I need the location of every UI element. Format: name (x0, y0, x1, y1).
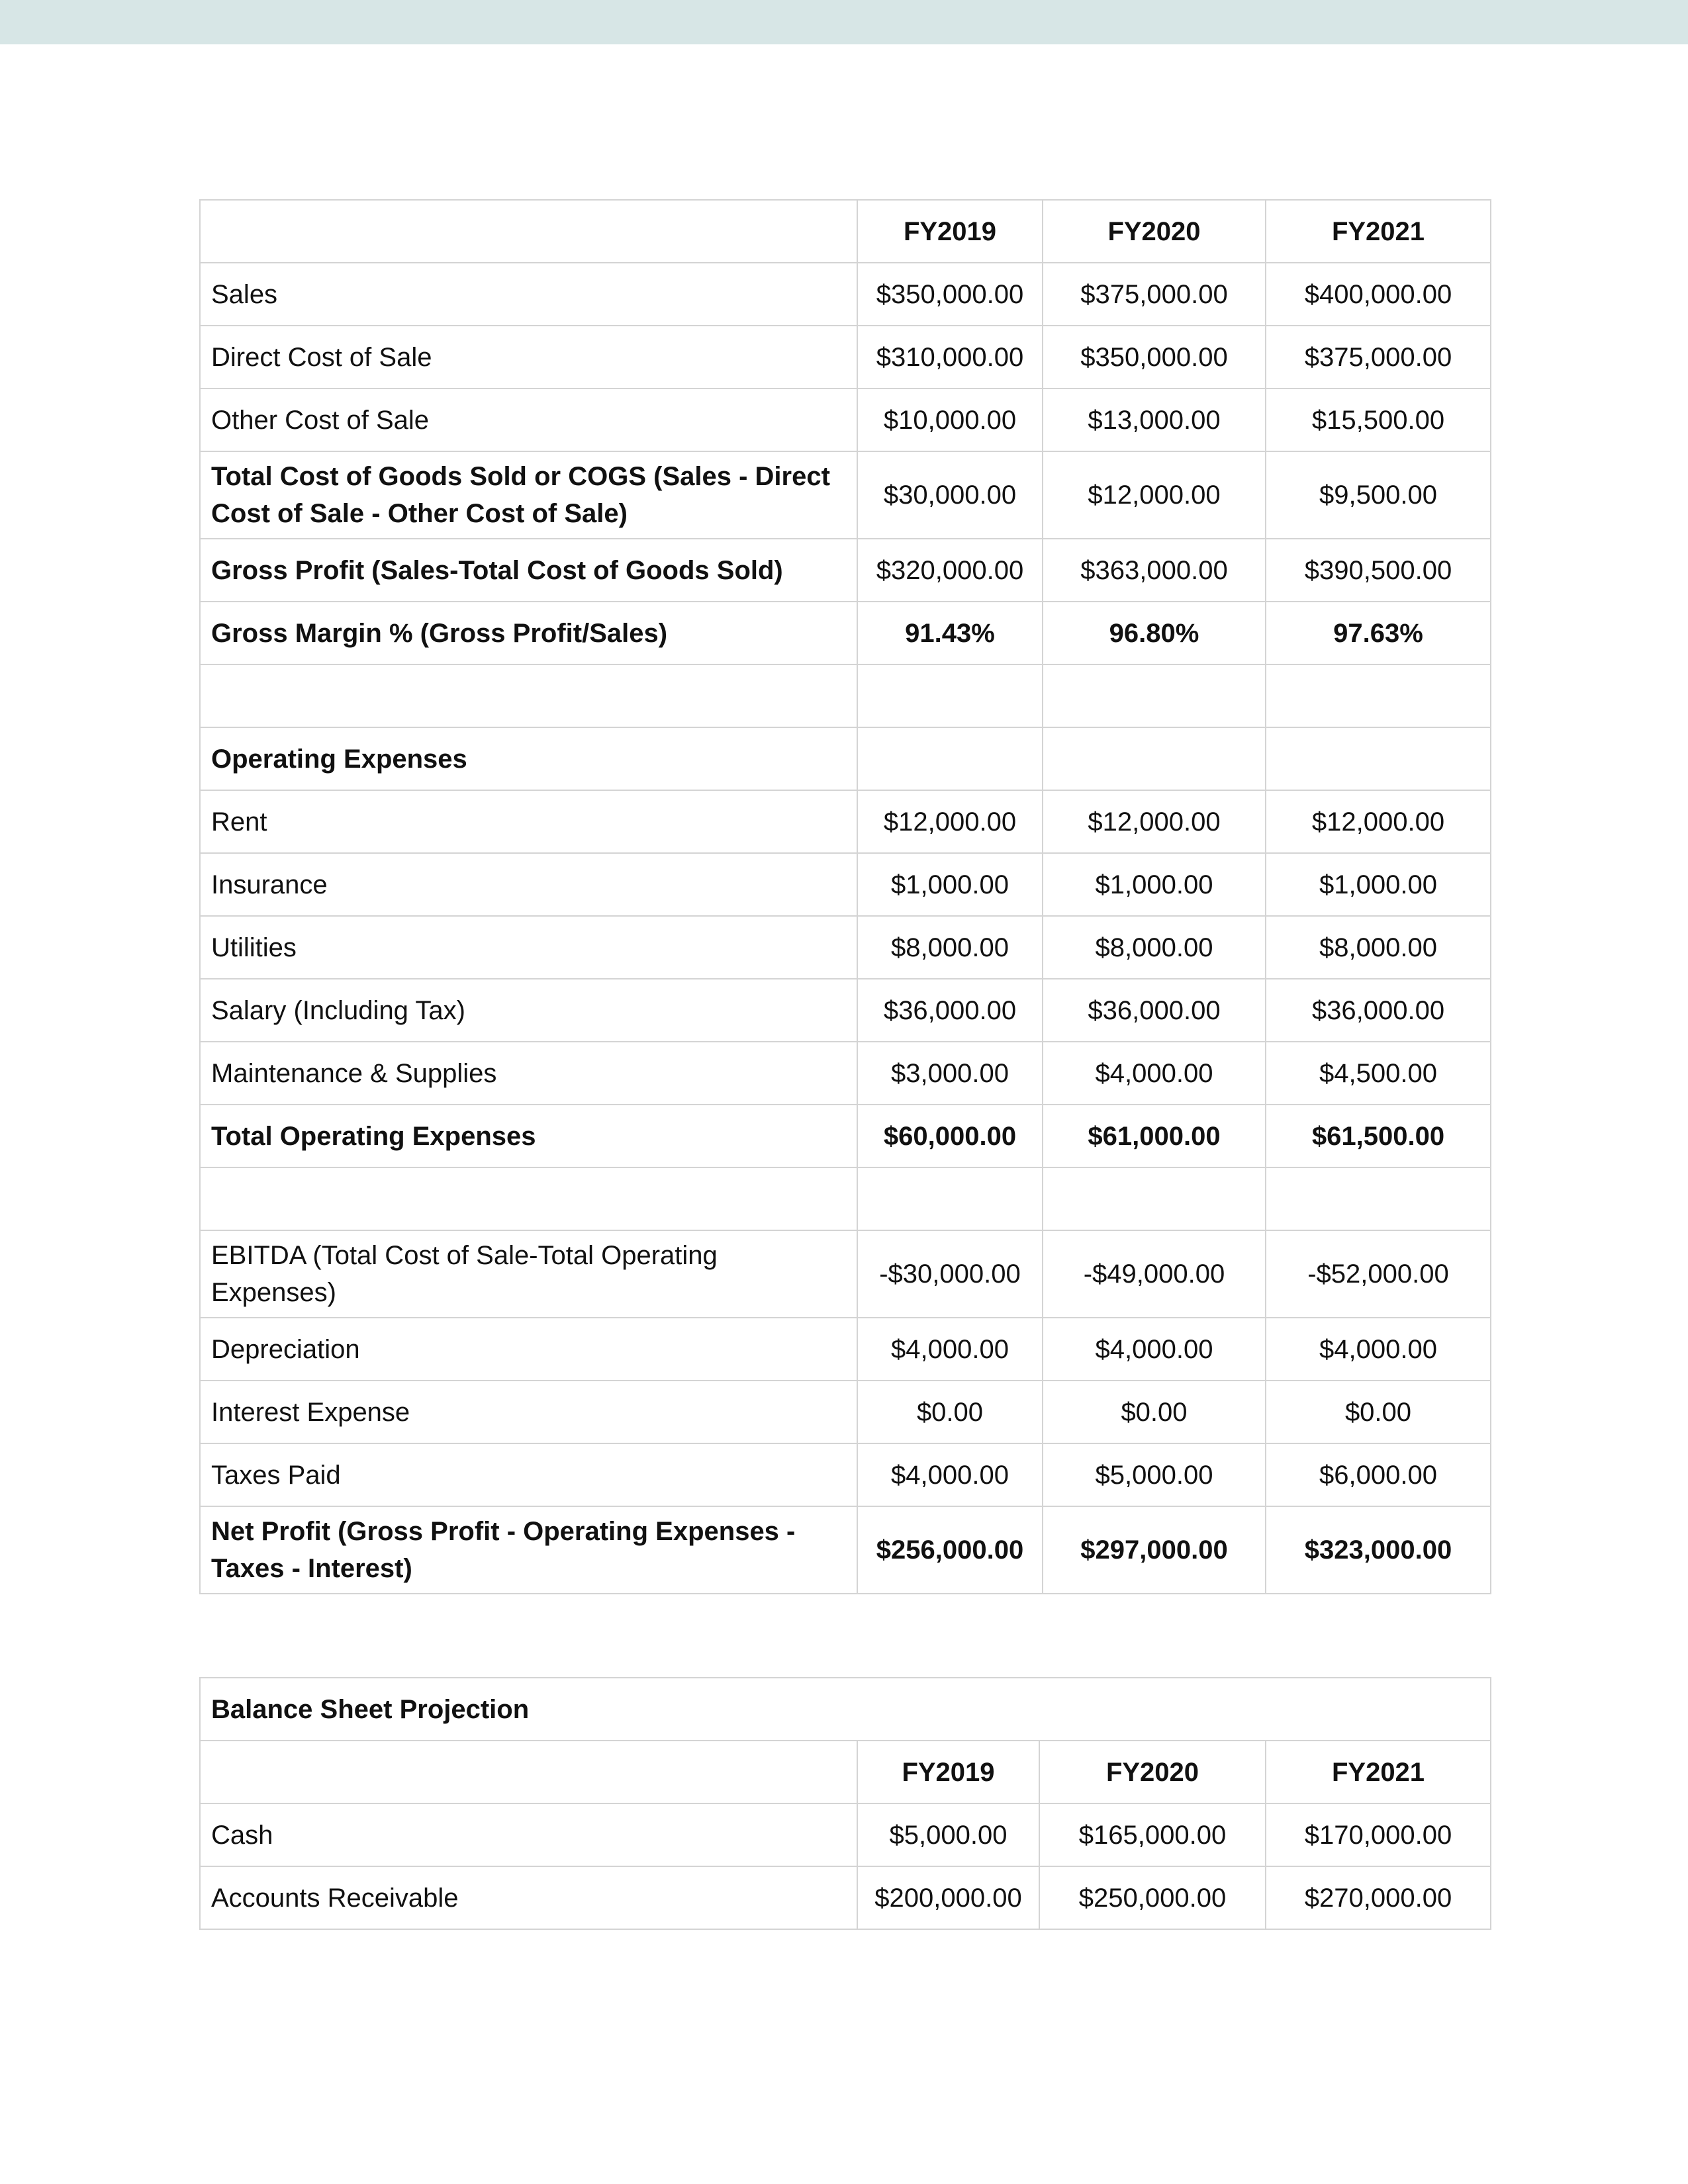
value-fy2020: $12,000.00 (1043, 451, 1266, 539)
value-fy2021: $4,000.00 (1266, 1318, 1491, 1381)
value-fy2020: $36,000.00 (1043, 979, 1266, 1042)
header-cell-fy2019: FY2019 (857, 1741, 1039, 1803)
row-label: Gross Margin % (Gross Profit/Sales) (200, 602, 857, 664)
row-label: Net Profit (Gross Profit - Operating Expenses - Taxes - Interest) (200, 1506, 857, 1594)
value-fy2019: $5,000.00 (857, 1803, 1039, 1866)
table-row-utilities (200, 916, 1491, 979)
value-fy2020: $4,000.00 (1043, 1042, 1266, 1105)
table-header-row (200, 1741, 1491, 1803)
row-label: Salary (Including Tax) (200, 979, 857, 1042)
header-cell-fy2020: FY2020 (1039, 1741, 1266, 1803)
value-fy2021: 97.63% (1266, 602, 1491, 664)
table-row-taxes-paid (200, 1443, 1491, 1506)
value-fy2020: $350,000.00 (1043, 326, 1266, 388)
value-fy2021: $1,000.00 (1266, 853, 1491, 916)
value-fy2021: $61,500.00 (1266, 1105, 1491, 1167)
profit-loss-table (199, 199, 1491, 1594)
row-label: Cash (200, 1803, 857, 1866)
value-fy2021: $375,000.00 (1266, 326, 1491, 388)
value-fy2019: $4,000.00 (857, 1318, 1043, 1381)
header-cell-fy2020: FY2020 (1043, 200, 1266, 263)
value-fy2019: $0.00 (857, 1381, 1043, 1443)
table-header-row (200, 200, 1491, 263)
row-label: Depreciation (200, 1318, 857, 1381)
row-label: Insurance (200, 853, 857, 916)
header-cell-fy2021: FY2021 (1266, 200, 1491, 263)
table-row-ebitda (200, 1230, 1491, 1318)
row-label: Other Cost of Sale (200, 388, 857, 451)
value-fy2021: $8,000.00 (1266, 916, 1491, 979)
top-header-band (0, 0, 1688, 44)
value-fy2020: 96.80% (1043, 602, 1266, 664)
value-fy2021 (1266, 664, 1491, 727)
value-fy2021: $390,500.00 (1266, 539, 1491, 602)
value-fy2020: $61,000.00 (1043, 1105, 1266, 1167)
value-fy2021 (1266, 1167, 1491, 1230)
value-fy2021: $4,500.00 (1266, 1042, 1491, 1105)
value-fy2019: $200,000.00 (857, 1866, 1039, 1929)
value-fy2019: $4,000.00 (857, 1443, 1043, 1506)
row-label: Total Operating Expenses (200, 1105, 857, 1167)
table-row-operating-expenses-heading (200, 727, 1491, 790)
row-label: Sales (200, 263, 857, 326)
value-fy2021: $9,500.00 (1266, 451, 1491, 539)
value-fy2020: $0.00 (1043, 1381, 1266, 1443)
row-label: Utilities (200, 916, 857, 979)
value-fy2019: $10,000.00 (857, 388, 1043, 451)
value-fy2021: $0.00 (1266, 1381, 1491, 1443)
value-fy2021: $6,000.00 (1266, 1443, 1491, 1506)
table-row-insurance (200, 853, 1491, 916)
row-label: Taxes Paid (200, 1443, 857, 1506)
row-label: EBITDA (Total Cost of Sale-Total Operating Expenses) (200, 1230, 857, 1318)
value-fy2020: $4,000.00 (1043, 1318, 1266, 1381)
value-fy2021: $270,000.00 (1266, 1866, 1491, 1929)
value-fy2020: $5,000.00 (1043, 1443, 1266, 1506)
value-fy2019: $256,000.00 (857, 1506, 1043, 1594)
value-fy2019 (857, 664, 1043, 727)
value-fy2020: $363,000.00 (1043, 539, 1266, 602)
value-fy2019 (857, 1167, 1043, 1230)
header-cell-fy2021: FY2021 (1266, 1741, 1491, 1803)
row-label: Total Cost of Goods Sold or COGS (Sales - Direct Cost of Sale - Other Cost of Sale) (200, 451, 857, 539)
value-fy2019: $3,000.00 (857, 1042, 1043, 1105)
table-row-sales (200, 263, 1491, 326)
balance-sheet-table (199, 1677, 1491, 1930)
value-fy2020 (1043, 727, 1266, 790)
table-row-depreciation (200, 1318, 1491, 1381)
value-fy2020: -$49,000.00 (1043, 1230, 1266, 1318)
table-row-rent (200, 790, 1491, 853)
value-fy2019: $8,000.00 (857, 916, 1043, 979)
value-fy2019: $36,000.00 (857, 979, 1043, 1042)
header-cell-empty (200, 1741, 857, 1803)
value-fy2021: $36,000.00 (1266, 979, 1491, 1042)
value-fy2019: $320,000.00 (857, 539, 1043, 602)
row-label: Interest Expense (200, 1381, 857, 1443)
row-label: Rent (200, 790, 857, 853)
value-fy2021 (1266, 727, 1491, 790)
value-fy2020 (1043, 664, 1266, 727)
balance-sheet-title-row (200, 1678, 1491, 1741)
value-fy2021: -$52,000.00 (1266, 1230, 1491, 1318)
value-fy2020 (1043, 1167, 1266, 1230)
value-fy2020: $13,000.00 (1043, 388, 1266, 451)
table-row-interest-expense (200, 1381, 1491, 1443)
header-cell-fy2019: FY2019 (857, 200, 1043, 263)
value-fy2019: 91.43% (857, 602, 1043, 664)
value-fy2019: $350,000.00 (857, 263, 1043, 326)
value-fy2020: $8,000.00 (1043, 916, 1266, 979)
row-label: Gross Profit (Sales-Total Cost of Goods Sold) (200, 539, 857, 602)
row-label (200, 1167, 857, 1230)
table-row-gross-profit (200, 539, 1491, 602)
value-fy2020: $12,000.00 (1043, 790, 1266, 853)
balance-sheet-title: Balance Sheet Projection (200, 1678, 1491, 1741)
value-fy2019: $12,000.00 (857, 790, 1043, 853)
table-row-spacer (200, 1167, 1491, 1230)
value-fy2021: $170,000.00 (1266, 1803, 1491, 1866)
table-row-maintenance (200, 1042, 1491, 1105)
row-label: Direct Cost of Sale (200, 326, 857, 388)
table-row-accounts-receivable (200, 1866, 1491, 1929)
value-fy2019: $60,000.00 (857, 1105, 1043, 1167)
value-fy2021: $15,500.00 (1266, 388, 1491, 451)
value-fy2019: $30,000.00 (857, 451, 1043, 539)
table-row-gross-margin (200, 602, 1491, 664)
value-fy2020: $375,000.00 (1043, 263, 1266, 326)
table-row-salary (200, 979, 1491, 1042)
table-row-net-profit (200, 1506, 1491, 1594)
value-fy2019 (857, 727, 1043, 790)
value-fy2020: $165,000.00 (1039, 1803, 1266, 1866)
value-fy2021: $12,000.00 (1266, 790, 1491, 853)
table-row-direct-cost (200, 326, 1491, 388)
value-fy2019: $310,000.00 (857, 326, 1043, 388)
table-row-total-operating-expenses (200, 1105, 1491, 1167)
table-row-total-cogs (200, 451, 1491, 539)
value-fy2020: $297,000.00 (1043, 1506, 1266, 1594)
value-fy2021: $323,000.00 (1266, 1506, 1491, 1594)
row-label (200, 664, 857, 727)
table-row-spacer (200, 664, 1491, 727)
value-fy2019: -$30,000.00 (857, 1230, 1043, 1318)
value-fy2020: $250,000.00 (1039, 1866, 1266, 1929)
table-row-other-cost (200, 388, 1491, 451)
table-row-cash (200, 1803, 1491, 1866)
value-fy2021: $400,000.00 (1266, 263, 1491, 326)
value-fy2019: $1,000.00 (857, 853, 1043, 916)
row-label: Operating Expenses (200, 727, 857, 790)
header-cell-empty (200, 200, 857, 263)
row-label: Maintenance & Supplies (200, 1042, 857, 1105)
value-fy2020: $1,000.00 (1043, 853, 1266, 916)
row-label: Accounts Receivable (200, 1866, 857, 1929)
